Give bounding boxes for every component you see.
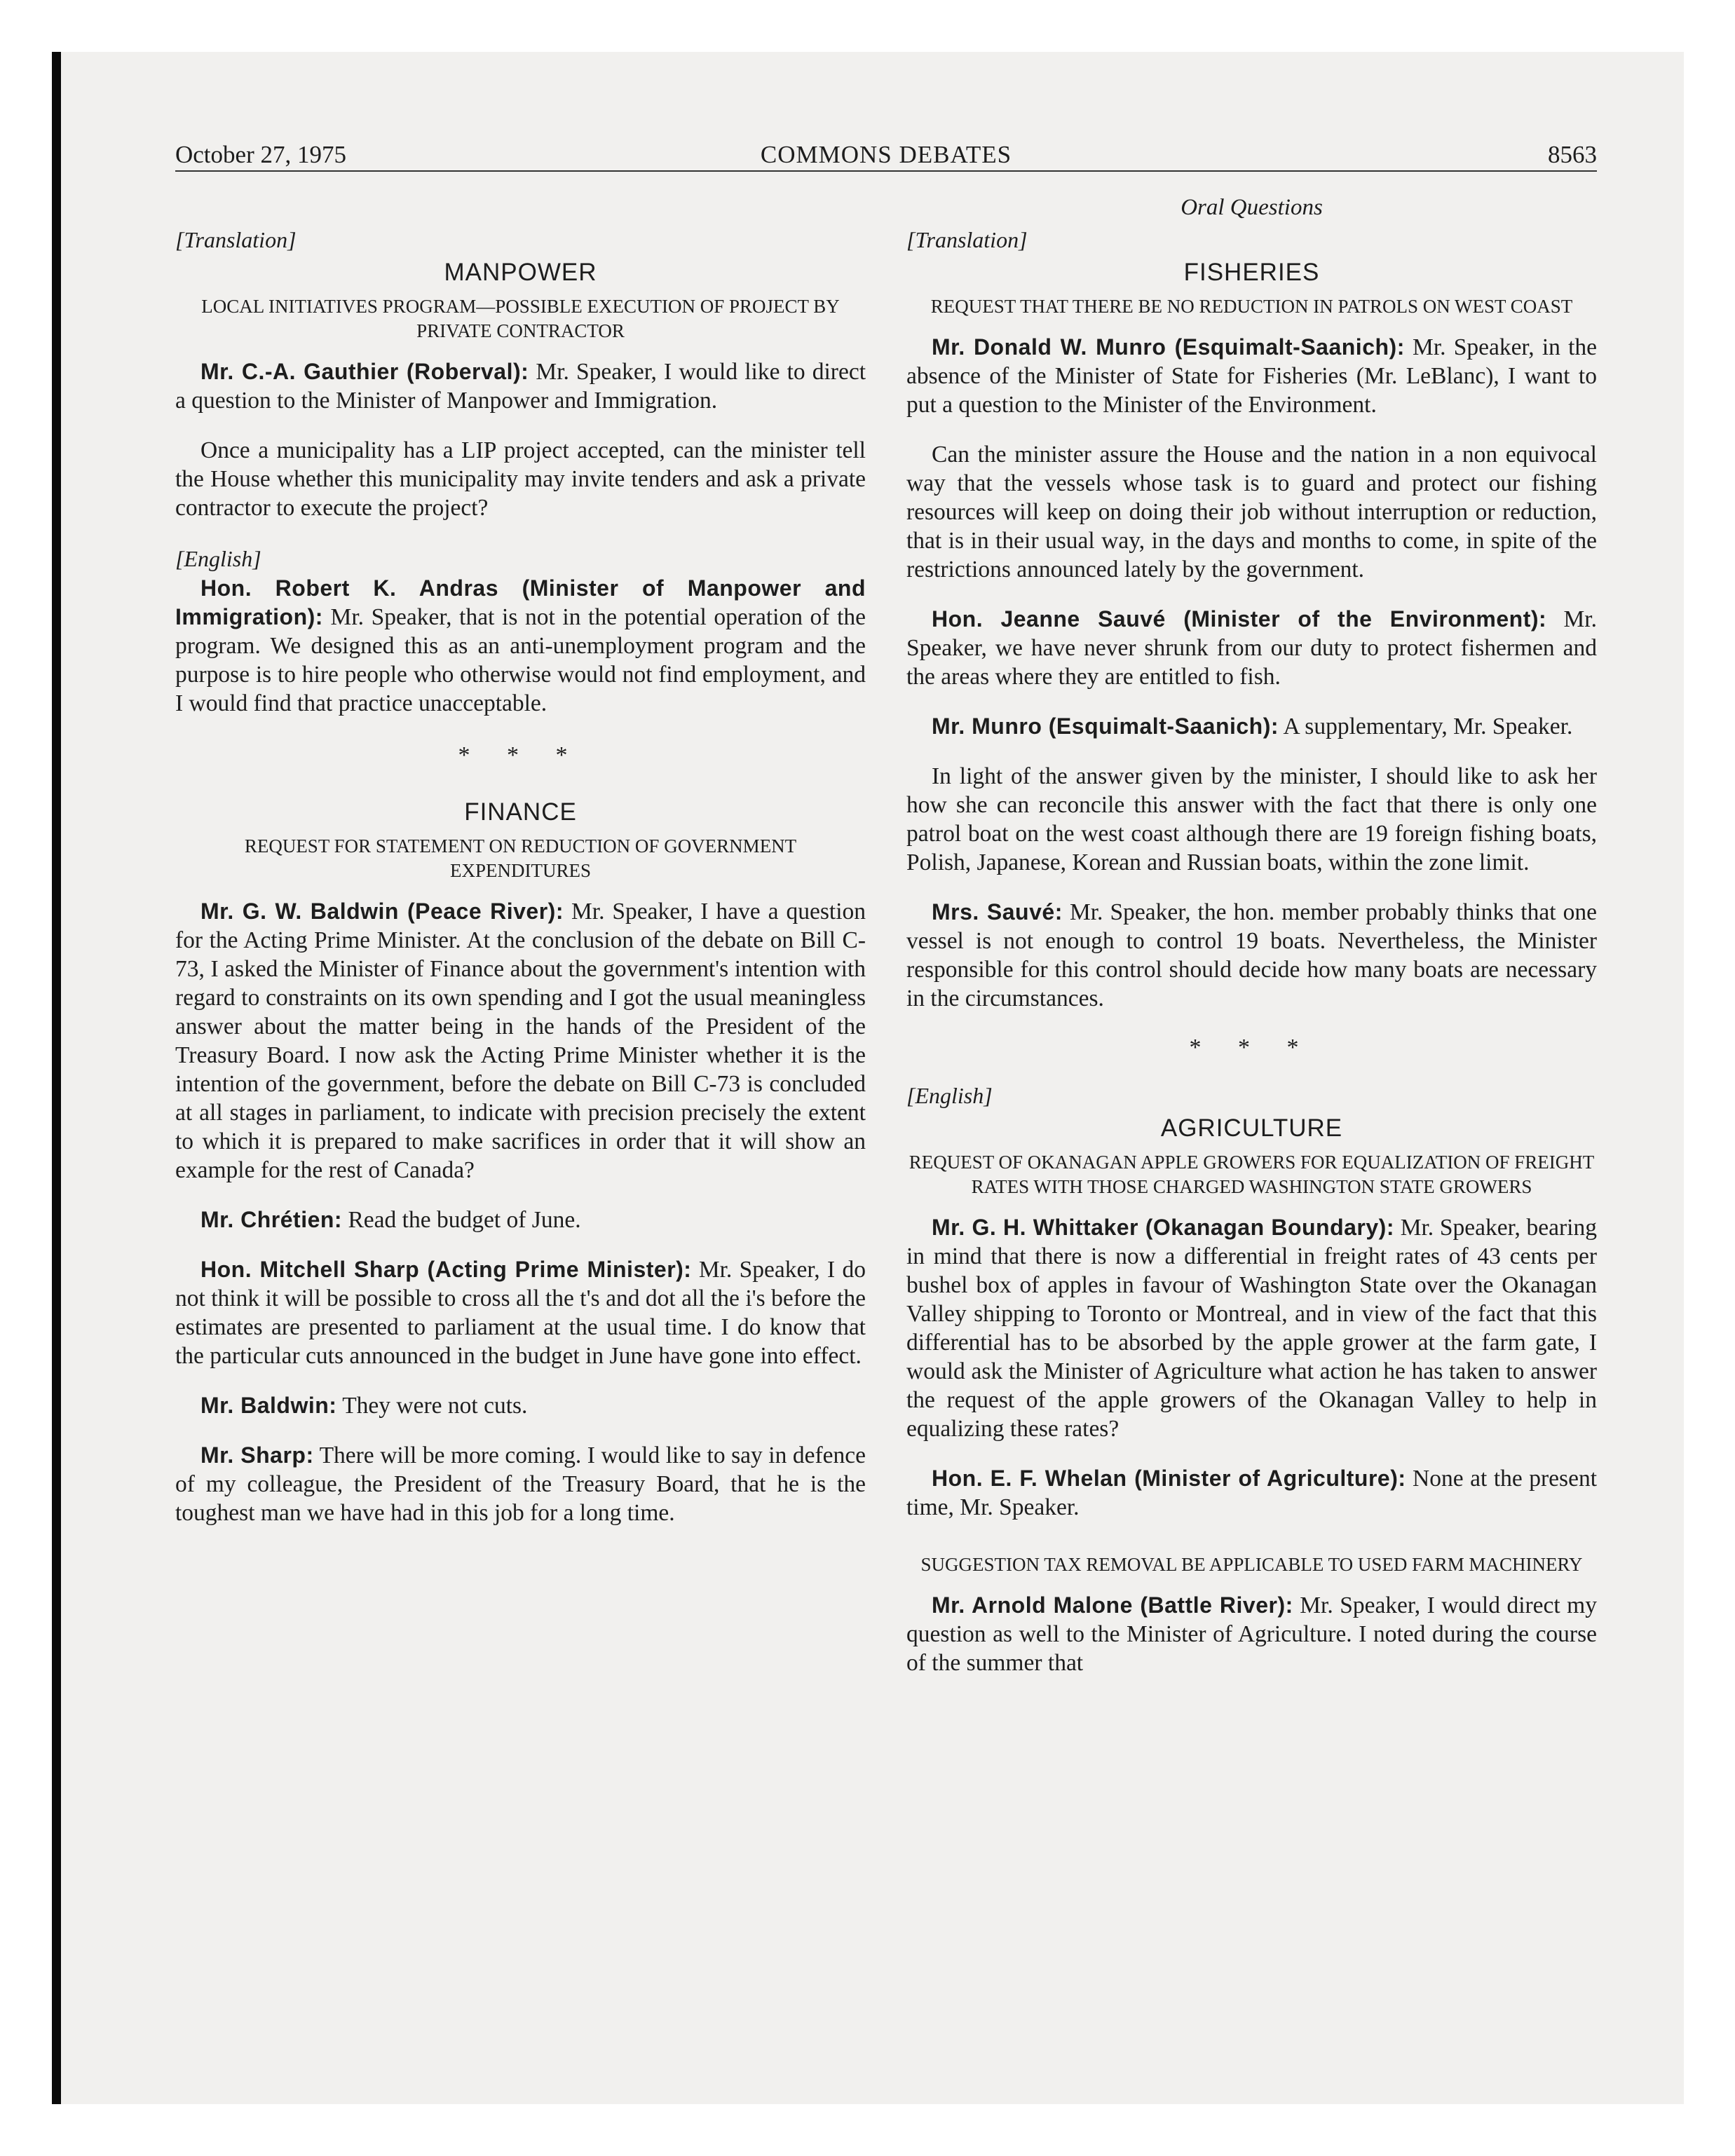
speech-malone: [906, 1591, 1597, 1677]
speech-text: Mr. Speaker, in the absence of the Minister of State for Fisheries (Mr. LeBlanc), I want to put a question to the Minister of the Environment.: [906, 334, 1597, 418]
binding-edge: [52, 52, 61, 2104]
speech-text: A supplementary, Mr. Speaker.: [1279, 714, 1573, 739]
speech-whittaker: [906, 1213, 1597, 1443]
speaker-name: Mr. C.-A. Gauthier (Roberval):: [200, 359, 529, 384]
speech-text: There will be more coming. I would like to say in defence of my colleague, the President of the Treasury Board, that he is the toughest man we have had in this job for a long time.: [175, 1442, 866, 1526]
speaker-name: Hon. Jeanne Sauvé (Minister of the Environment):: [932, 606, 1547, 632]
speech-baldwin: [175, 897, 866, 1185]
journal-title: COMMONS DEBATES: [760, 141, 1012, 168]
speech-text: Mr. Speaker, we have never shrunk from our duty to protect fishermen and the areas where they are entitled to fish.: [906, 606, 1597, 690]
subheading-government-expenditures: REQUEST FOR STATEMENT ON REDUCTION OF GOVERNMENT EXPENDITURES: [244, 835, 797, 881]
section-heading-fisheries: FISHERIES: [1183, 259, 1320, 286]
speech-baldwin-reply: [175, 1391, 866, 1420]
speech-text: Mr. Speaker, I do not think it will be possible to cross all the t's and dot all the i's before the estimates are presented to parliament at the usual time. I do know that the particular cuts announced in the budget in June have gone into effect.: [175, 1257, 866, 1369]
subheading-lip-project: LOCAL INITIATIVES PROGRAM—POSSIBLE EXECUTION OF PROJECT BY PRIVATE CONTRACTOR: [201, 296, 840, 341]
subheading-okanagan-freight-rates: REQUEST OF OKANAGAN APPLE GROWERS FOR EQUALIZATION OF FREIGHT RATES WITH THOSE CHARGED WASHINGTON STATE GROWERS: [909, 1152, 1595, 1197]
header-rule: [175, 170, 1597, 172]
speech-munro-supplementary: [906, 712, 1597, 741]
speech-gauthier: [175, 357, 866, 415]
speech-text: Mr. Speaker, I would like to direct a question to the Minister of Manpower and Immigration.: [175, 359, 866, 414]
speech-text: Read the budget of June.: [342, 1207, 581, 1233]
section-heading-agriculture: AGRICULTURE: [1160, 1114, 1343, 1142]
language-note: [English]: [175, 546, 261, 571]
page-number: 8563: [1548, 141, 1597, 168]
left-column: [175, 189, 866, 1548]
issue-date: October 27, 1975: [175, 141, 346, 168]
speaker-name: Mr. Baldwin:: [200, 1393, 337, 1418]
language-note: [Translation]: [906, 227, 1028, 252]
right-column: [906, 189, 1597, 1698]
speaker-name: Hon. E. F. Whelan (Minister of Agriculture):: [932, 1466, 1406, 1491]
left-top-spacer: [175, 189, 866, 224]
speech-gauthier-continued: Once a municipality has a LIP project accepted, can the minister tell the House whether this municipality may invite tenders and ask a private contractor to execute the project?: [175, 437, 866, 521]
speech-sauve-reply: [906, 898, 1597, 1013]
running-head: [175, 137, 1597, 172]
speaker-name: Mr. Donald W. Munro (Esquimalt-Saanich):: [932, 334, 1405, 360]
speech-whelan: [906, 1464, 1597, 1522]
speaker-name: Mr. G. W. Baldwin (Peace River):: [200, 899, 564, 924]
section-label: Oral Questions: [1181, 195, 1323, 220]
speech-sauve: [906, 605, 1597, 691]
section-heading-finance: FINANCE: [464, 798, 577, 826]
speaker-name: Mr. G. H. Whittaker (Okanagan Boundary):: [932, 1215, 1394, 1240]
subheading-west-coast-patrols: REQUEST THAT THERE BE NO REDUCTION IN PATROLS ON WEST COAST: [930, 296, 1573, 317]
speech-chretien: [175, 1206, 866, 1234]
speech-andras: [175, 574, 866, 718]
speech-text: Mr. Speaker, bearing in mind that there is now a differential in freight rates of 43 cents per bushel box of apples in favour of Washington State over the Okanagan Valley shipping to Toronto or Montreal, and in view of the fact that this differential has to be absorbed by the apple grower at the farm gate, I would ask the Minister of Agriculture what action he has taken to answer the request of the apple growers of the Okanagan Valley to help in equalizing these rates?: [906, 1215, 1597, 1442]
speech-text: Mr. Speaker, that is not in the potential operation of the program. We designed this as an anti-unemployment program and the purpose is to hire people who otherwise would not find employment, and I would find that practice unacceptable.: [175, 604, 866, 716]
speech-munro: [906, 333, 1597, 419]
speech-text: Mr. Speaker, I have a question for the Acting Prime Minister. At the conclusion of the debate on Bill C-73, I asked the Minister of Finance about the government's intention with regard to constraints on its own spending and I got the usual meaningless answer about the matter being in the hands of the President of the Treasury Board. I now ask the Acting Prime Minister whether it is the intention of the government, before the debate on Bill C-73 is concluded at all stages in parliament, to indicate with precision precisely the extent to which it is prepared to make sacrifices in order that it will show an example for the rest of Canada?: [175, 899, 866, 1183]
speech-munro-followup: In light of the answer given by the minister, I should like to ask her how she can reconcile this answer with the fact that there is only one patrol boat on the west coast although there are 19 foreign fishing boats, Polish, Japanese, Korean and Russian boats, within the zone limit.: [906, 763, 1597, 875]
speaker-name: Hon. Robert K. Andras (Minister of Manpower and Immigration):: [175, 575, 866, 629]
speech-sharp: [175, 1255, 866, 1370]
subheading-used-farm-machinery: SUGGESTION TAX REMOVAL BE APPLICABLE TO USED FARM MACHINERY: [920, 1554, 1583, 1575]
speech-text: Mr. Speaker, the hon. member probably thinks that one vessel is not enough to control 19 boats. Nevertheless, the Minister responsible for this control should decide how many boats are necessary in the circumstances.: [906, 899, 1598, 1011]
speaker-name: Mr. Chrétien:: [200, 1207, 343, 1232]
speech-munro-continued: Can the minister assure the House and the nation in a non equivocal way that the vessels whose task is to guard and protect our fishing resources will keep on doing their job without interruption or reduction, that is in their usual way, in the days and months to come, in spite of the restrictions announced lately by the government.: [906, 442, 1597, 582]
speaker-name: Mr. Munro (Esquimalt-Saanich):: [932, 714, 1279, 739]
language-note: [English]: [906, 1083, 993, 1108]
speaker-name: Hon. Mitchell Sharp (Acting Prime Minister):: [200, 1257, 692, 1282]
language-note: [Translation]: [175, 227, 297, 252]
speaker-name: Mr. Arnold Malone (Battle River):: [932, 1592, 1293, 1618]
section-separator: * * *: [1189, 1035, 1314, 1060]
section-heading-manpower: MANPOWER: [444, 259, 597, 286]
speaker-name: Mr. Sharp:: [200, 1442, 314, 1468]
speech-text: They were not cuts.: [336, 1393, 528, 1419]
speech-text: None at the present time, Mr. Speaker.: [906, 1466, 1598, 1520]
speaker-name: Mrs. Sauvé:: [932, 899, 1063, 925]
speech-text: Mr. Speaker, I would direct my question as well to the Minister of Agriculture. I noted during the course of the summer that: [906, 1592, 1597, 1676]
section-separator: * * *: [458, 742, 583, 768]
speech-sharp-reply: [175, 1441, 866, 1527]
